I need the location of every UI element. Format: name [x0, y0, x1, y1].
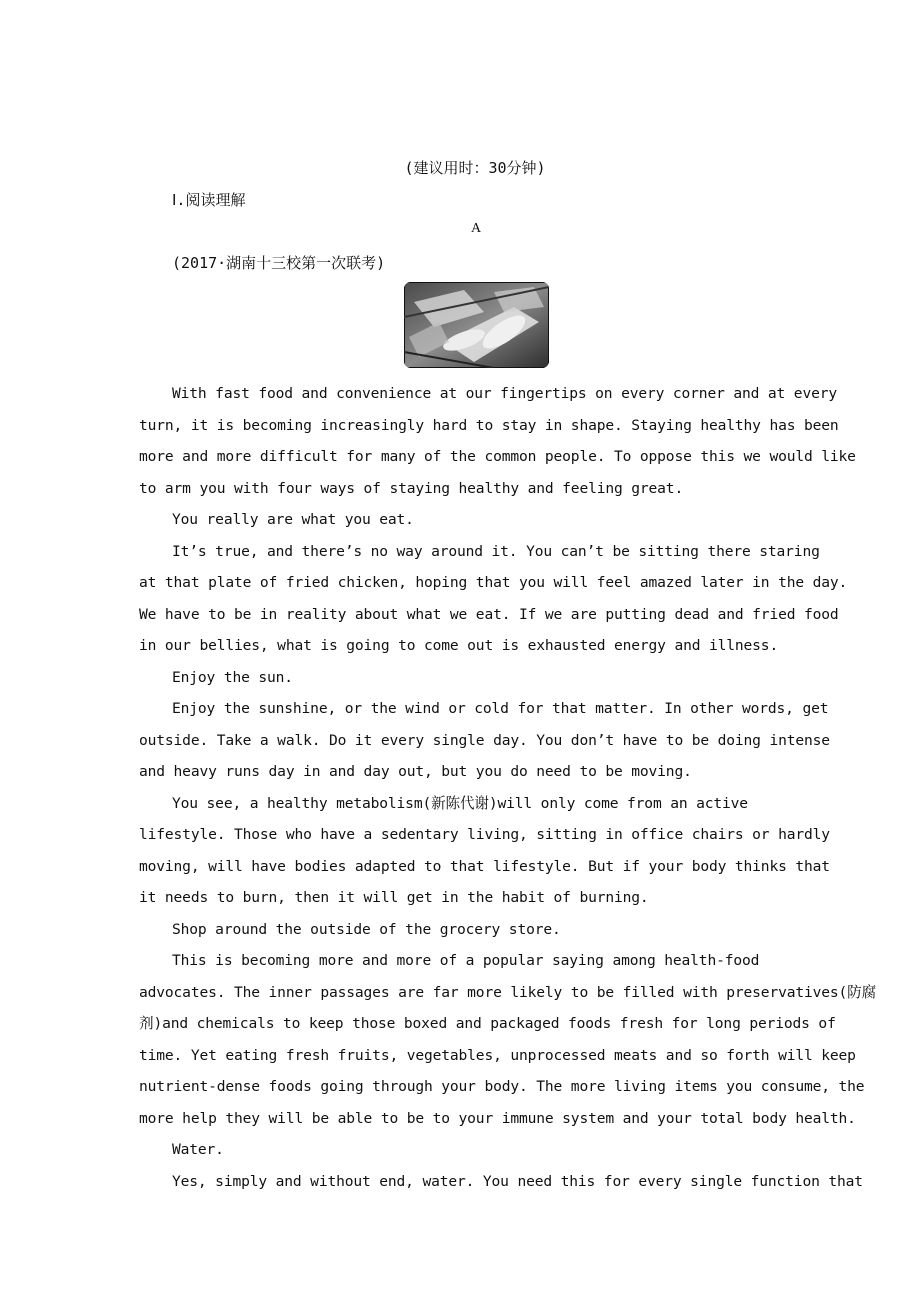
- passage-subheading: Water.: [172, 1141, 224, 1158]
- passage-line: at that plate of fried chicken, hoping that you will feel amazed later in the day.: [139, 574, 848, 591]
- passage-line: With fast food and convenience at our fingertips on every corner and at every: [172, 385, 837, 402]
- passage-line: in our bellies, what is going to come out is exhausted energy and illness.: [139, 637, 779, 654]
- passage-line: advocates. The inner passages are far more likely to be filled with preservatives(防腐: [139, 983, 877, 1001]
- fried-food-photo: [404, 282, 549, 368]
- passage-line: and heavy runs day in and day out, but you do need to be moving.: [139, 763, 692, 780]
- passage-line: We have to be in reality about what we eat. If we are putting dead and fried food: [139, 605, 839, 623]
- passage-line: lifestyle. Those who have a sedentary living, sitting in office chairs or hardly: [139, 826, 830, 843]
- passage-subheading: Shop around the outside of the grocery store.: [172, 920, 561, 938]
- passage-line: 剂)and chemicals to keep those boxed and packaged foods fresh for long periods of: [139, 1015, 836, 1032]
- passage-label: A: [470, 221, 482, 236]
- passage-line: Yes, simply and without end, water. You need this for every single function that: [172, 1172, 863, 1190]
- time-note: (建议用时：30分钟): [404, 159, 546, 177]
- passage-line: Enjoy the sunshine, or the wind or cold for that matter. In other words, get: [172, 700, 829, 717]
- passage-subheading: Enjoy the sun.: [172, 668, 293, 686]
- passage-line: it needs to burn, then it will get in the habit of burning.: [139, 889, 649, 906]
- passage-line: This is becoming more and more of a popular saying among health-food: [172, 952, 760, 969]
- passage-line: more help they will be able to be to your immune system and your total body health.: [139, 1109, 856, 1127]
- passage-line: more and more difficult for many of the common people. To oppose this we would like: [139, 448, 856, 465]
- passage-line: outside. Take a walk. Do it every single day. You don’t have to be doing intense: [139, 731, 830, 749]
- source-citation: (2017·湖南十三校第一次联考): [172, 254, 386, 272]
- passage-subheading: You really are what you eat.: [172, 511, 414, 528]
- passage-body: [139, 378, 877, 1197]
- passage-line: You see, a healthy metabolism(新陈代谢)will only come from an active: [172, 794, 748, 812]
- section-heading: Ⅰ.阅读理解: [172, 191, 246, 209]
- passage-line: moving, will have bodies adapted to that lifestyle. But if your body thinks that: [139, 857, 830, 875]
- fried-food-photo-icon: [404, 282, 549, 368]
- passage-line: turn, it is becoming increasingly hard to stay in shape. Staying healthy has been: [139, 416, 839, 434]
- passage-line: nutrient-dense foods going through your body. The more living items you consume, the: [139, 1078, 865, 1095]
- passage-line: to arm you with four ways of staying healthy and feeling great.: [139, 479, 684, 497]
- passage-line: It’s true, and there’s no way around it. You can’t be sitting there staring: [172, 542, 820, 560]
- passage-line: time. Yet eating fresh fruits, vegetables, unprocessed meats and so forth will keep: [139, 1046, 856, 1064]
